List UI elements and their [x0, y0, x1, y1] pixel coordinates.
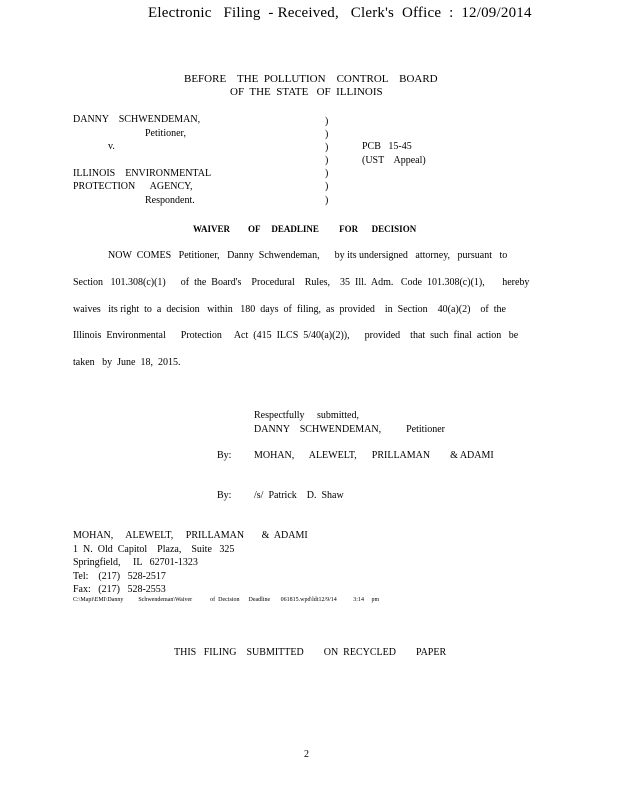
- body-line: waives its right to a decision within 180 days of filing, as provided in Section 40(a)(2) of the: [73, 304, 506, 315]
- signature-signer: /s/ Patrick D. Shaw: [254, 490, 344, 501]
- versus-label: v.: [108, 141, 115, 152]
- caption-parenthesis: ): [325, 168, 329, 179]
- firm-address-line1: 1 N. Old Capitol Plaza, Suite 325: [73, 544, 235, 555]
- file-path-footer: C:\Mapi\EMI\Danny Schwendeman\Waiver of Decision Deadline 061815.wpd\ldt12/9/14 3:14 pm: [73, 597, 380, 603]
- caption-parenthesis: ): [325, 116, 329, 127]
- body-line: Illinois Environmental Protection Act (415 ILCS 5/40(a)(2)), provided that such final action be: [73, 330, 519, 341]
- recycled-paper-notice: THIS FILING SUBMITTED ON RECYCLED PAPER: [174, 647, 447, 658]
- case-number: PCB 15-45: [362, 141, 412, 152]
- signature-closing: Respectfully submitted,: [254, 410, 359, 421]
- body-line: taken by June 18, 2015.: [73, 357, 181, 368]
- caption-parenthesis: ): [325, 142, 329, 153]
- signature-by-label: By:: [217, 450, 232, 461]
- caption-parenthesis: ): [325, 155, 329, 166]
- court-title-line2: OF THE STATE OF ILLINOIS: [230, 86, 383, 98]
- firm-name: MOHAN, ALEWELT, PRILLAMAN & ADAMI: [73, 530, 308, 541]
- signature-by-label: By:: [217, 490, 232, 501]
- court-title-line1: BEFORE THE POLLUTION CONTROL BOARD: [184, 73, 438, 85]
- page-number: 2: [304, 749, 309, 760]
- document-heading: WAIVER OF DEADLINE FOR DECISION: [193, 224, 417, 234]
- body-line: Section 101.308(c)(1) of the Board's Procedural Rules, 35 Ill. Adm. Code 101.308(c)(1), hereby: [73, 277, 530, 288]
- respondent-name-line2: PROTECTION AGENCY,: [73, 181, 193, 192]
- firm-fax: Fax: (217) 528-2553: [73, 584, 166, 595]
- signature-party: DANNY SCHWENDEMAN, Petitioner: [254, 424, 446, 435]
- body-line: NOW COMES Petitioner, Danny Schwendeman, by its undersigned attorney, pursuant to: [108, 250, 508, 261]
- firm-telephone: Tel: (217) 528-2517: [73, 571, 166, 582]
- respondent-role: Respondent.: [145, 195, 195, 206]
- case-type: (UST Appeal): [362, 155, 426, 166]
- caption-parenthesis: ): [325, 181, 329, 192]
- petitioner-role: Petitioner,: [145, 128, 186, 139]
- petitioner-name: DANNY SCHWENDEMAN,: [73, 114, 201, 125]
- signature-firm: MOHAN, ALEWELT, PRILLAMAN & ADAMI: [254, 450, 494, 461]
- caption-parenthesis: ): [325, 129, 329, 140]
- caption-parenthesis: ): [325, 195, 329, 206]
- filing-stamp: Electronic Filing - Received, Clerk's Office : 12/09/2014: [148, 5, 532, 21]
- respondent-name-line1: ILLINOIS ENVIRONMENTAL: [73, 168, 212, 179]
- firm-address-line2: Springfield, IL 62701-1323: [73, 557, 198, 568]
